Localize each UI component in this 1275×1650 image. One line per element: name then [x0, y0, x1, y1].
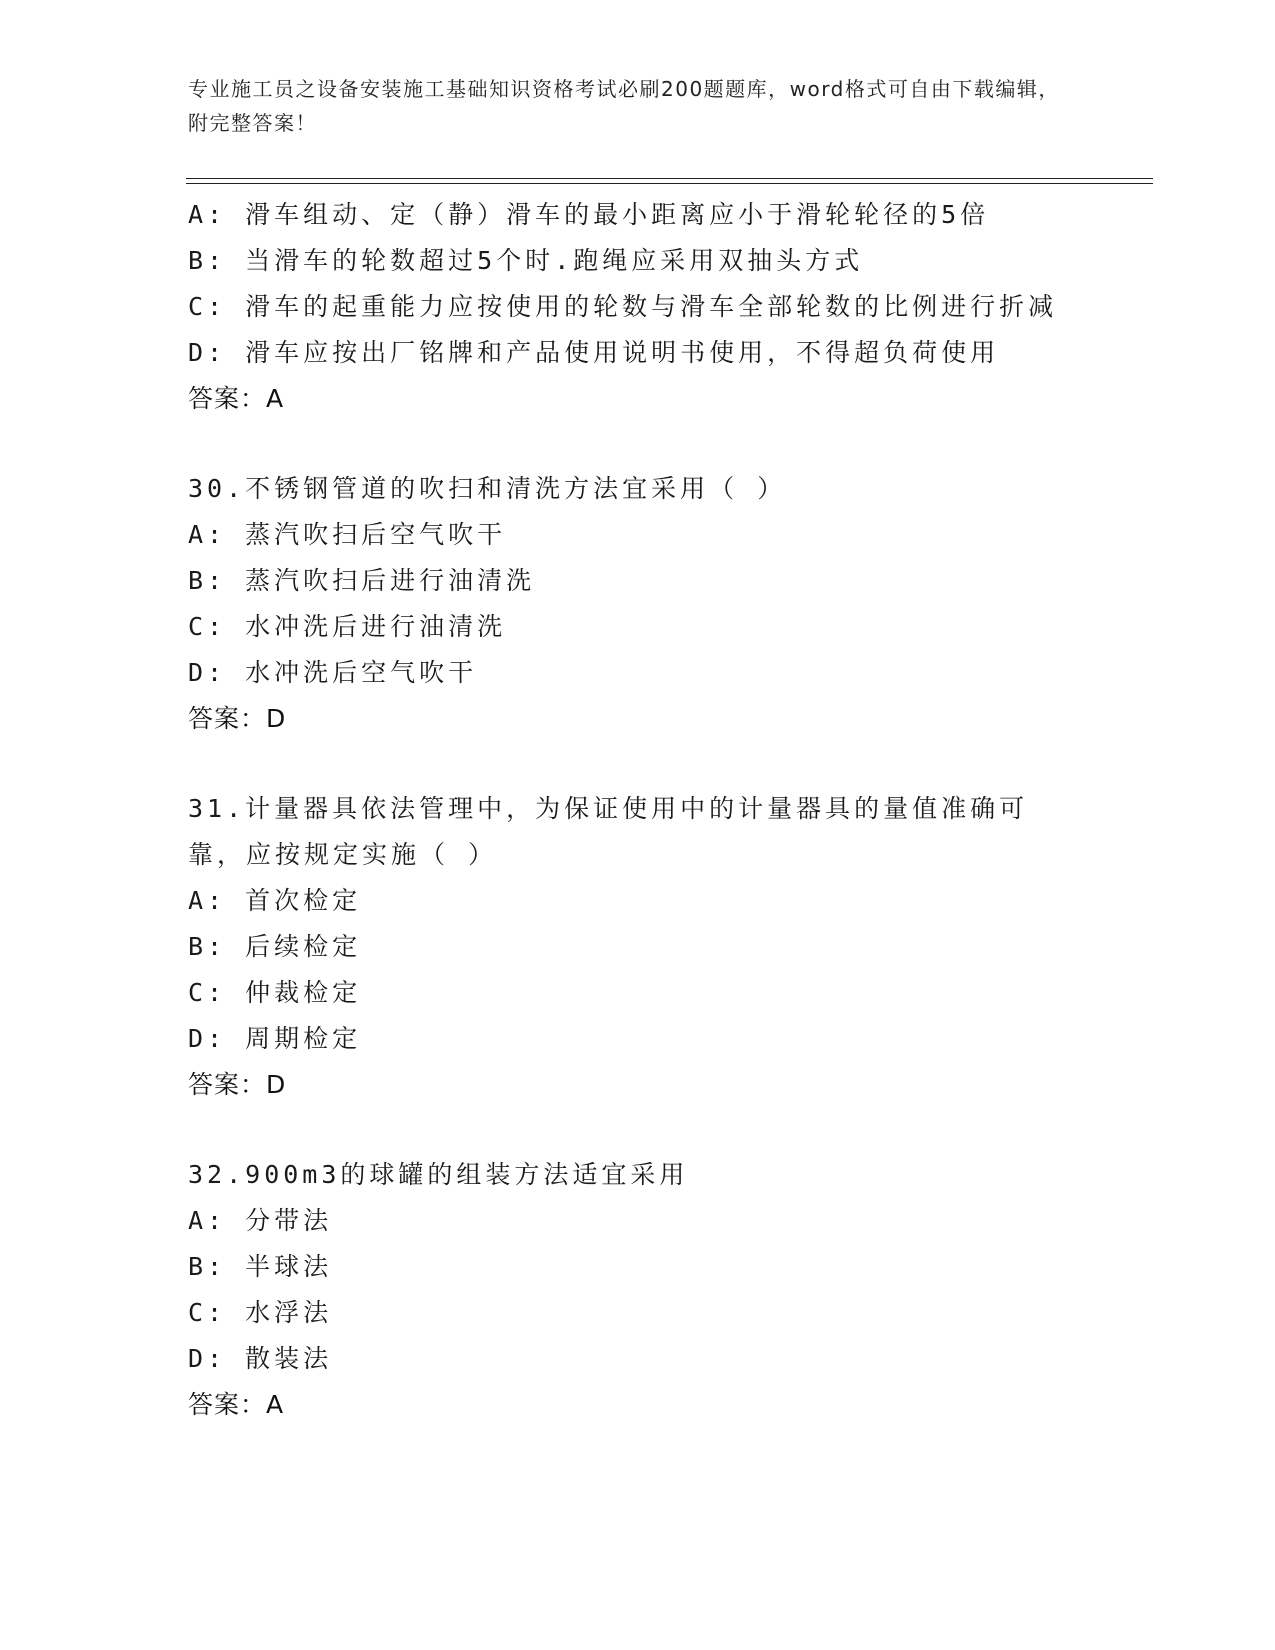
answer: 答案：A: [188, 384, 285, 413]
option-b: B: 当滑车的轮数超过5个时.跑绳应采用双抽头方式: [188, 246, 864, 275]
option-d: D: 滑车应按出厂铭牌和产品使用说明书使用，不得超负荷使用: [188, 338, 1000, 367]
option-c: C: 滑车的起重能力应按使用的轮数与滑车全部轮数的比例进行折减: [188, 292, 1058, 321]
option-c: C: 水浮法: [188, 1298, 333, 1327]
spacer: [188, 1108, 1148, 1152]
option-d: D: 周期检定: [188, 1024, 362, 1053]
answer: 答案：D: [188, 1070, 287, 1099]
header-rule-bottom: [186, 183, 1153, 184]
option-d: D: 散装法: [188, 1344, 333, 1373]
spacer: [188, 422, 1148, 466]
question-32: [188, 1152, 1148, 1428]
option-a: A: 分带法: [188, 1206, 333, 1235]
answer: 答案：D: [188, 704, 287, 733]
option-b: B: 半球法: [188, 1252, 333, 1281]
question-title: 32.900m3的球罐的组装方法适宜采用: [188, 1160, 689, 1189]
question-31: [188, 786, 1148, 1108]
spacer: [188, 742, 1148, 786]
option-d: D: 水冲洗后空气吹干: [188, 658, 478, 687]
option-c: C: 水冲洗后进行油清洗: [188, 612, 507, 641]
option-a: A: 首次检定: [188, 886, 362, 915]
question-title: 30.不锈钢管道的吹扫和清洗方法宜采用（ ）: [188, 474, 787, 503]
document-header: 专业施工员之设备安装施工基础知识资格考试必刷200题题库，word格式可自由下载编辑，附完整答案！: [188, 77, 1060, 135]
question-29: [188, 192, 1148, 422]
question-30: [188, 466, 1148, 742]
option-a: A: 滑车组动、定（静）滑车的最小距离应小于滑轮轮径的5倍: [188, 200, 990, 229]
option-a: A: 蒸汽吹扫后空气吹干: [188, 520, 507, 549]
option-b: B: 后续检定: [188, 932, 362, 961]
header-rule-top: [186, 178, 1153, 179]
option-b: B: 蒸汽吹扫后进行油清洗: [188, 566, 536, 595]
option-c: C: 仲裁检定: [188, 978, 362, 1007]
question-list: [188, 192, 1148, 1428]
answer: 答案：A: [188, 1390, 285, 1419]
question-title: 31.计量器具依法管理中，为保证使用中的计量器具的量值准确可靠，应按规定实施（ ）: [188, 794, 1029, 869]
